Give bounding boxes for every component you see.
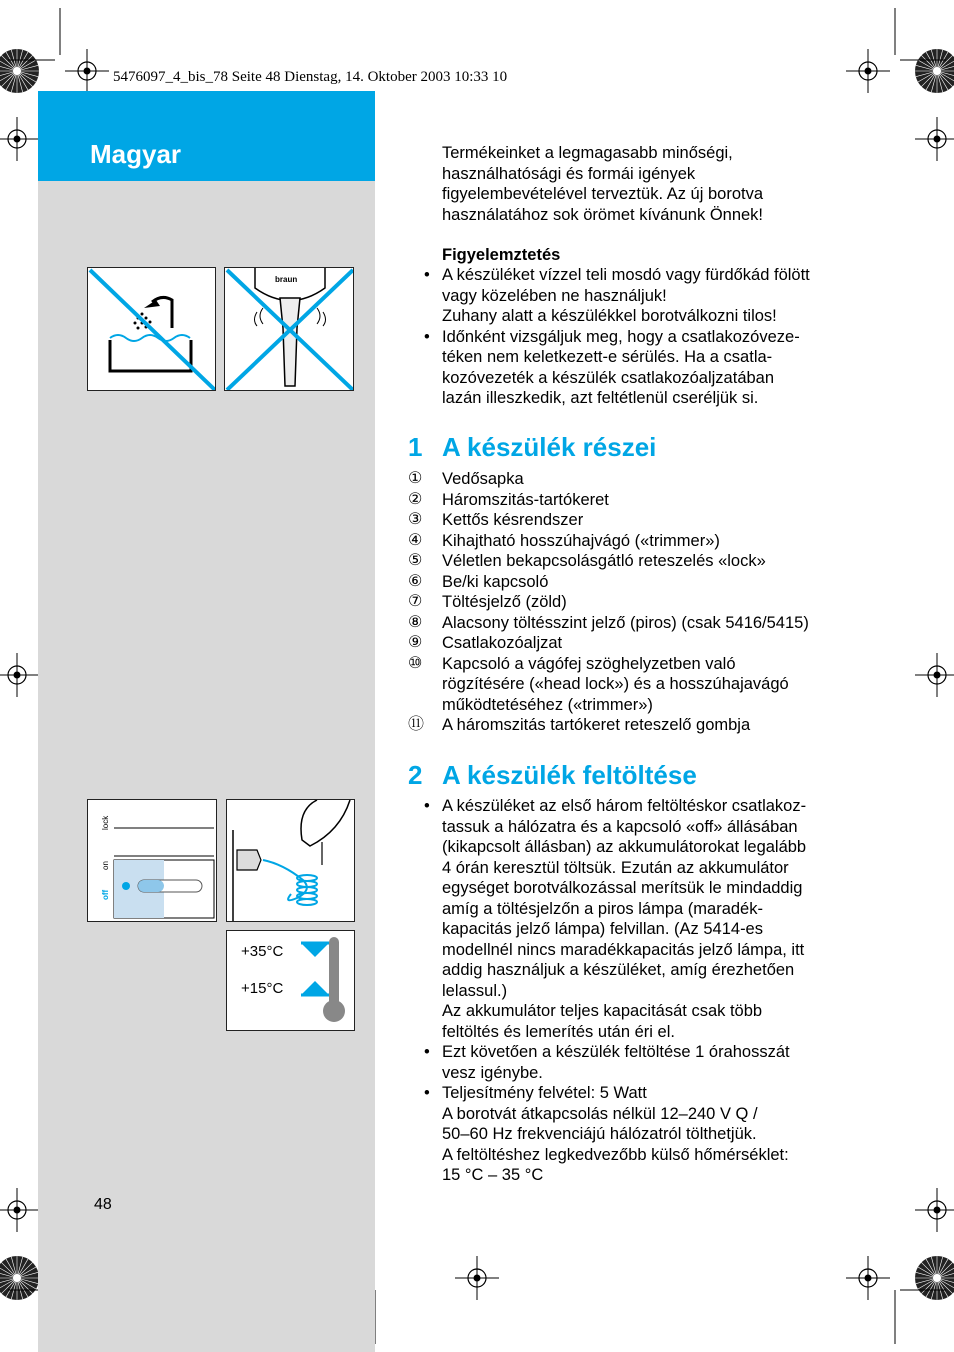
list-item: ① Vedősapka	[408, 470, 524, 488]
list-item: ⑧ Alacsony töltésszint jelző (piros) (csak 5416/5415)	[408, 613, 809, 632]
page-number: 48	[94, 1196, 112, 1213]
section-title-text: A készülék részei	[442, 432, 657, 462]
no-shower-figure	[224, 267, 354, 391]
list-item: ⑥ Be/ki kapcsoló	[408, 572, 549, 591]
warning-list	[424, 265, 810, 409]
list-item: • Teljesítmény felvétel: 5 Watt A borotvát átkapcsolás nélkül 12–240 V Q / 50–60 Hz frekvenciájú hálózatról tölthetjük. A feltöltéshez legkedvezőbb külső hőmérséklet: 15 °C – 35 °C	[424, 1083, 806, 1186]
section-1-heading	[408, 432, 656, 463]
section-title-text: A készülék feltöltése	[442, 760, 697, 790]
list-item: • A készüléket vízzel teli mosdó vagy fürdőkád fölött vagy közelében ne használjuk! Zuhany alatt a készülékkel borotválkozni tilos!	[424, 265, 810, 327]
list-item: ⑩ Kapcsoló a vágófej szöghelyzetben való rögzítésére («head lock») és a hosszúhajavágó működtetéséhez («trimmer»)	[408, 654, 789, 714]
warning-heading: Figyelemztetés	[442, 246, 561, 264]
list-item: • Időnként vizsgáljuk meg, hogy a csatlakozóveze- téken nem keletkezett-e sérülés. Ha a csatla- kozóvezeték a készülék csatlakozóaljzatában lazán illeszkedik, azt feltétlenül cseréljük si.	[424, 327, 810, 409]
temperature-figure	[226, 930, 355, 1031]
list-item: ④ Kihajtható hosszúhajvágó («trimmer»)	[408, 531, 720, 550]
charging-cord-figure	[226, 799, 355, 922]
list-item: ⑦ Töltésjelző (zöld)	[408, 593, 567, 611]
off-label: off	[101, 889, 110, 900]
parts-list	[408, 469, 809, 736]
list-item: • Ezt követően a készülék feltöltése 1 órahosszát vesz igénybe.	[424, 1042, 806, 1083]
charging-list	[424, 796, 806, 1186]
switch-figure	[87, 799, 217, 922]
list-item: ⑨ Csatlakozóaljzat	[408, 634, 563, 652]
section-2-heading	[408, 760, 697, 791]
list-item: ⑤ Véletlen bekapcsolásgátló reteszelés «lock»	[408, 552, 766, 570]
list-item: ② Háromszitás-tartókeret	[408, 490, 609, 509]
temp-low-label: +15°C	[241, 980, 284, 997]
no-bath-figure	[87, 267, 216, 391]
brand-logo: braun	[275, 275, 298, 284]
section-number: 2	[408, 760, 423, 790]
language-header-band	[38, 91, 375, 181]
intro-paragraph	[442, 143, 872, 225]
lock-label: lock	[101, 815, 110, 830]
intro-line: figyelembevételével terveztük. Az új borotva	[442, 185, 764, 203]
language-title: Magyar	[90, 139, 182, 169]
temp-high-label: +35°C	[241, 943, 284, 960]
intro-line: Termékeinket a legmagasabb minőségi,	[442, 144, 733, 162]
list-item: ③ Kettős késrendszer	[408, 511, 584, 529]
section-number: 1	[408, 432, 423, 462]
on-label: on	[101, 861, 110, 870]
intro-line: használhatósági és formái igények	[442, 164, 696, 183]
list-item: • A készüléket az első három feltöltéskor csatlakoz- tassuk a hálózatra és a kapcsoló «off» állásában (kikapcsolt állásban) az akkumulátorokat legalább 4 órán keresztül töltsük. Ezután az akkumulátor egységet borotválkozással merítsük le mindaddig amíg a töltésjelzőn a piros lámpa (maradék- kapacitás jelző lámpa) felvillan. (Az 5414-es modellnél nincs maradékkapacitás jelző lámpa, itt addig használjuk a készüléket, amíg érezhetően lelassul.) Az akkumulátor teljes kapacitását csak több feltöltés és lemerítés után éri el.	[424, 796, 806, 1042]
list-item: ⑪ A háromszitás tartókeret reteszelő gombja	[408, 716, 751, 734]
intro-line: használatához sok örömet kívánunk Önnek!	[442, 205, 764, 224]
print-info-line: 5476097_4_bis_78 Seite 48 Dienstag, 14. Oktober 2003 10:33 10	[113, 69, 508, 85]
